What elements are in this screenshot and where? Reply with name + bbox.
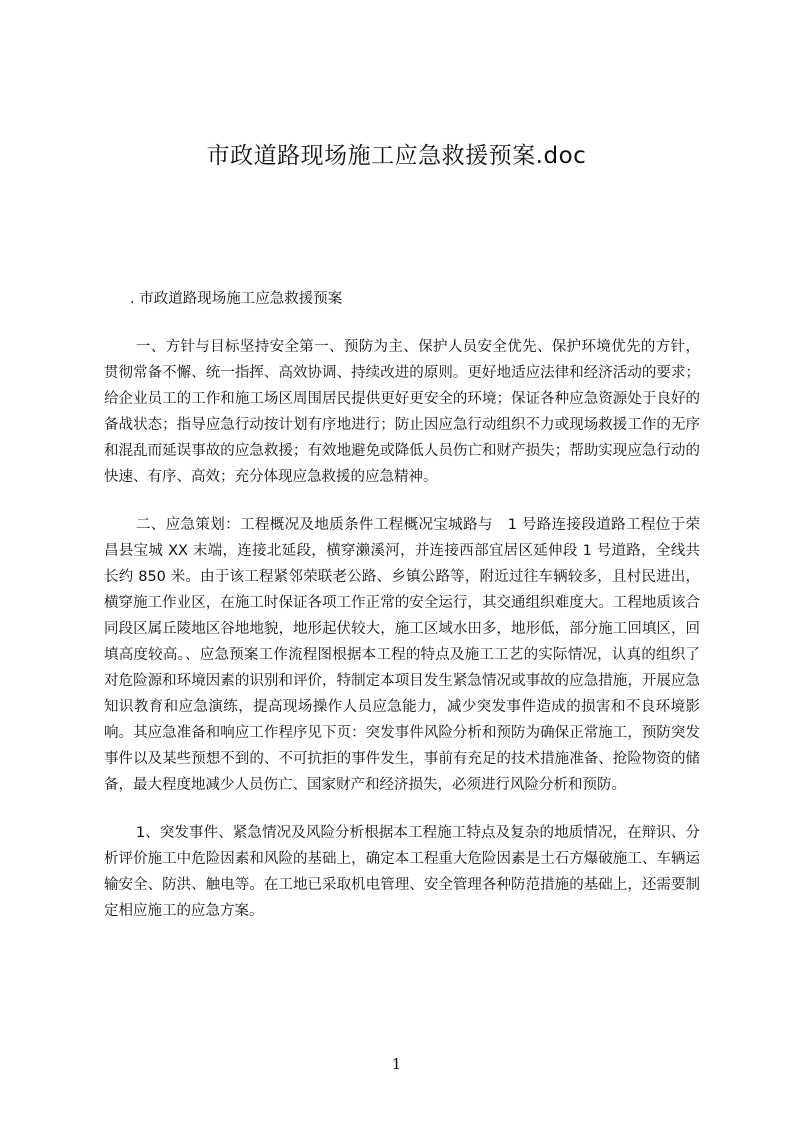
paragraph-guidelines: 一、方针与目标坚持安全第一、预防为主、保护人员安全优先、保护环境优先的方针，贯彻常备不懈、统一指挥、高效协调、持续改进的原则。更好地适应法律和经济活动的要求；给企业员工的工作和施工场区周围居民提供更好更安全的环境；保证各种应急资源处于良好的备战状态；指导应急行动按计划有序地进行；防止因应急行动组织不力或现场救援工作的无序和混乱而延误事故的应急救援；有效地避免或降低人员伤亡和财产损失；帮助实现应急行动的快速、有序、高效；充分体现应急救援的应急精神。 [104,339,700,485]
document-subtitle: . 市政道路现场施工应急救援预案 [130,291,343,307]
page-number: 1 [391,1055,402,1073]
paragraph-emergency-planning: 二、应急策划：工程概况及地质条件工程概况宝城路与 1 号路连接段道路工程位于荣昌县宝城 XX 末端，连接北延段，横穿濑溪河，并连接西部宜居区延伸段 1 号道路，全线共长约 850 米。由于该工程紧邻荣联老公路、乡镇公路等，附近过往车辆较多，且村民进出，横穿施工作业区，在施工时保证各项工作正常的安全运行，其交通组织难度大。工程地质该合同段区属丘陵地区谷地地貌，地形起伏较大，施工区域水田多，地形低，部分施工回填区，回填高度较高。、应急预案工作流程图根据本工程的特点及施工工艺的实际情况，认真的组织了对危险源和环境因素的识别和评价，特制定本项目发生紧急情况或事故的应急措施，开展应急知识教育和应急演练，提高现场操作人员应急能力，减少突发事件造成的损害和不良环境影响。其应急准备和响应工作程序见下页：突发事件风险分析和预防为确保正常施工，预防突发事件以及某些预想不到的、不可抗拒的事件发生，事前有充足的技术措施准备、抢险物资的储备，最大程度地减少人员伤亡、国家财产和经济损失，必须进行风险分析和预防。 [104,517,700,793]
document-body [104,286,700,946]
document-title: 市政道路现场施工应急救援预案.doc [206,143,587,169]
paragraph-risk-analysis: 1、突发事件、紧急情况及风险分析根据本工程施工特点及复杂的地质情况，在辩识、分析评价施工中危险因素和风险的基础上，确定本工程重大危险因素是土石方爆破施工、车辆运输安全、防洪、触电等。在工地已采取机电管理、安全管理各种防范措施的基础上，还需要制定相应施工的应急方案。 [104,825,700,919]
